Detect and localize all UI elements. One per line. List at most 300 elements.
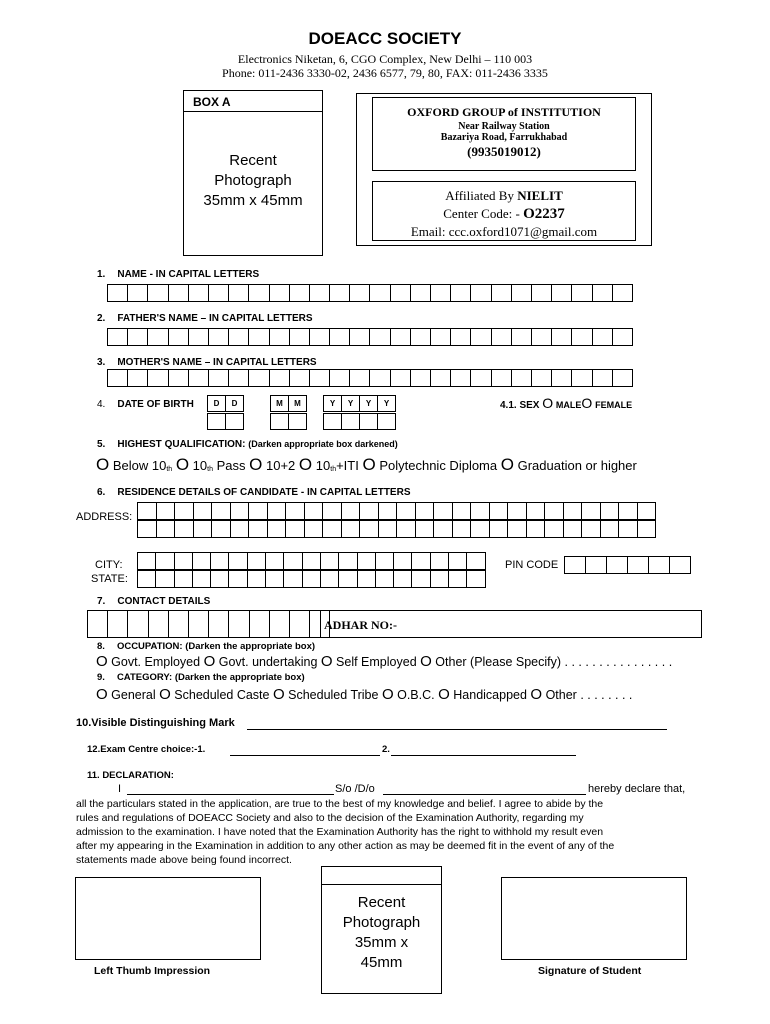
sex-field bbox=[500, 395, 632, 411]
dob-day-2[interactable]: D bbox=[225, 395, 244, 412]
input-cell[interactable] bbox=[208, 369, 229, 387]
input-cell[interactable] bbox=[349, 328, 370, 346]
input-cell[interactable] bbox=[322, 502, 342, 520]
input-cell[interactable] bbox=[450, 369, 471, 387]
input-cell[interactable] bbox=[107, 328, 128, 346]
occupation-govt-undertaking-label: Govt. undertaking bbox=[218, 655, 318, 669]
input-cell[interactable] bbox=[669, 556, 691, 574]
input-cell[interactable] bbox=[489, 502, 509, 520]
qual-graduation-radio[interactable]: O bbox=[500, 455, 514, 474]
name-cells[interactable] bbox=[107, 284, 632, 302]
input-cell[interactable] bbox=[137, 520, 157, 538]
input-cell[interactable] bbox=[174, 552, 193, 570]
photo-box-a bbox=[183, 90, 323, 256]
distinguishing-mark-line[interactable] bbox=[247, 729, 667, 730]
input-cell[interactable] bbox=[581, 502, 601, 520]
input-cell[interactable] bbox=[228, 328, 249, 346]
pin-code-cells[interactable] bbox=[564, 556, 690, 574]
input-cell[interactable] bbox=[491, 328, 512, 346]
qualification-label: 5. HIGHEST QUALIFICATION: (Darken appropriate box darkened) bbox=[97, 439, 398, 450]
input-cell[interactable] bbox=[637, 520, 657, 538]
input-cell[interactable] bbox=[378, 520, 398, 538]
input-cell[interactable] bbox=[378, 502, 398, 520]
input-cell[interactable] bbox=[320, 570, 339, 588]
father-name-label: 2. FATHER'S NAME – IN CAPITAL LETTERS bbox=[97, 313, 313, 324]
input-cell[interactable] bbox=[210, 552, 229, 570]
input-cell[interactable] bbox=[600, 502, 620, 520]
input-cell[interactable] bbox=[571, 328, 592, 346]
qual-below10-label: Below 10th bbox=[112, 458, 173, 473]
dob-month-2[interactable]: M bbox=[288, 395, 307, 412]
input-cell[interactable] bbox=[283, 570, 302, 588]
form-title: DOEACC SOCIETY bbox=[308, 29, 462, 48]
input-cell[interactable] bbox=[230, 520, 250, 538]
input-cell[interactable] bbox=[551, 369, 572, 387]
input-cell[interactable] bbox=[618, 520, 638, 538]
input-cell[interactable] bbox=[137, 570, 156, 588]
input-cell[interactable] bbox=[248, 502, 268, 520]
input-cell[interactable] bbox=[606, 556, 628, 574]
input-cell[interactable] bbox=[168, 610, 189, 638]
input-cell[interactable] bbox=[87, 610, 108, 638]
contact-cells[interactable] bbox=[87, 610, 329, 638]
input-cell[interactable] bbox=[592, 284, 613, 302]
state-label: STATE: bbox=[91, 573, 128, 585]
input-cell[interactable] bbox=[137, 552, 156, 570]
input-cell[interactable] bbox=[470, 284, 491, 302]
input-cell[interactable] bbox=[551, 284, 572, 302]
sex-label: 4.1. SEX bbox=[500, 400, 540, 411]
input-cell[interactable] bbox=[415, 502, 435, 520]
input-cell[interactable] bbox=[430, 328, 451, 346]
input-cell[interactable] bbox=[470, 369, 491, 387]
sex-male-radio[interactable]: O bbox=[542, 395, 554, 411]
category-general-label: General bbox=[111, 688, 156, 702]
declaration-name-line[interactable] bbox=[127, 794, 334, 795]
input-cell[interactable] bbox=[491, 369, 512, 387]
dob-label: 4. DATE OF BIRTH bbox=[97, 399, 194, 410]
input-cell[interactable] bbox=[168, 369, 189, 387]
input-cell[interactable] bbox=[309, 284, 330, 302]
input-cell[interactable] bbox=[127, 610, 148, 638]
input-cell[interactable] bbox=[491, 284, 512, 302]
dob-year-lower bbox=[323, 413, 395, 430]
input-cell[interactable] bbox=[247, 552, 266, 570]
input-cell[interactable] bbox=[188, 610, 209, 638]
input-cell[interactable] bbox=[410, 328, 431, 346]
input-cell[interactable] bbox=[600, 520, 620, 538]
input-cell[interactable] bbox=[563, 520, 583, 538]
input-cell[interactable] bbox=[304, 520, 324, 538]
category-st-label: Scheduled Tribe bbox=[288, 688, 379, 702]
declaration-label: 11. DECLARATION: bbox=[87, 770, 174, 781]
input-cell[interactable] bbox=[415, 520, 435, 538]
bottom-photo-line2: Photograph bbox=[342, 914, 421, 931]
input-cell[interactable] bbox=[410, 284, 431, 302]
input-cell[interactable] bbox=[511, 284, 532, 302]
input-cell[interactable] bbox=[320, 552, 339, 570]
input-cell[interactable] bbox=[265, 570, 284, 588]
qual-iti-radio[interactable]: O bbox=[298, 455, 313, 474]
header-phone: Phone: 011-2436 3330-02, 2436 6577, 79, 80, FAX: 011-2436 3335 bbox=[222, 66, 548, 80]
input-cell[interactable] bbox=[289, 328, 310, 346]
exam-centre-label: 12.Exam Centre choice:-1. bbox=[87, 744, 206, 755]
address-cells-row1[interactable] bbox=[137, 502, 655, 520]
input-cell[interactable] bbox=[302, 570, 321, 588]
dob-year-1[interactable]: Y bbox=[323, 395, 342, 412]
input-cell[interactable] bbox=[247, 570, 266, 588]
input-cell[interactable] bbox=[511, 328, 532, 346]
input-cell[interactable] bbox=[188, 284, 209, 302]
input-cell[interactable] bbox=[329, 284, 350, 302]
input-cell[interactable] bbox=[329, 369, 350, 387]
dob-day-lower bbox=[207, 413, 243, 430]
institute-name-box bbox=[372, 97, 636, 171]
input-cell[interactable] bbox=[248, 369, 269, 387]
input-cell[interactable] bbox=[359, 520, 379, 538]
input-cell[interactable] bbox=[369, 284, 390, 302]
input-cell[interactable] bbox=[544, 502, 564, 520]
input-cell[interactable] bbox=[267, 502, 287, 520]
input-cell[interactable] bbox=[563, 502, 583, 520]
input-cell[interactable] bbox=[193, 502, 213, 520]
affiliated-by: NIELIT bbox=[517, 188, 563, 203]
input-cell[interactable] bbox=[450, 284, 471, 302]
input-cell[interactable] bbox=[359, 502, 379, 520]
category-label: 9. CATEGORY: (Darken the appropriate box) bbox=[97, 672, 305, 683]
input-cell[interactable] bbox=[390, 284, 411, 302]
bottom-photo-line4: 45mm bbox=[360, 954, 403, 971]
input-cell[interactable] bbox=[489, 520, 509, 538]
input-cell[interactable] bbox=[581, 520, 601, 538]
input-cell[interactable] bbox=[211, 520, 231, 538]
input-cell[interactable] bbox=[174, 502, 194, 520]
occupation-self-employed-radio[interactable]: O bbox=[320, 653, 333, 670]
input-cell[interactable] bbox=[147, 369, 168, 387]
distinguishing-mark-label: 10.Visible Distinguishing Mark bbox=[76, 717, 235, 729]
input-cell[interactable] bbox=[452, 502, 472, 520]
institute-line3: Bazariya Road, Farrukhabad bbox=[440, 132, 568, 143]
input-cell[interactable] bbox=[511, 369, 532, 387]
photo-box-bottom bbox=[321, 866, 442, 994]
category-handicapped-label: Handicapped bbox=[453, 688, 527, 702]
category-other-radio[interactable]: O bbox=[530, 686, 543, 703]
category-handicapped-radio[interactable]: O bbox=[438, 686, 450, 703]
occupation-self-employed-label: Self Employed bbox=[336, 655, 417, 669]
input-cell[interactable] bbox=[411, 570, 430, 588]
input-cell[interactable] bbox=[302, 552, 321, 570]
input-cell[interactable] bbox=[228, 552, 247, 570]
input-cell[interactable] bbox=[309, 369, 330, 387]
input-cell[interactable] bbox=[269, 369, 290, 387]
center-code: O2237 bbox=[523, 206, 565, 222]
input-cell[interactable] bbox=[564, 556, 586, 574]
input-cell[interactable] bbox=[592, 328, 613, 346]
address-cells-row2[interactable] bbox=[137, 520, 655, 538]
declaration-i: I bbox=[118, 783, 122, 795]
input-cell[interactable] bbox=[265, 552, 284, 570]
qual-12th-radio[interactable]: O bbox=[249, 455, 263, 474]
input-cell[interactable] bbox=[193, 520, 213, 538]
bottom-photo-line1: Recent bbox=[357, 894, 406, 911]
input-cell[interactable] bbox=[174, 520, 194, 538]
input-cell[interactable] bbox=[248, 284, 269, 302]
input-cell[interactable] bbox=[390, 328, 411, 346]
input-cell[interactable] bbox=[147, 284, 168, 302]
input-cell[interactable] bbox=[430, 552, 449, 570]
input-cell[interactable] bbox=[107, 369, 128, 387]
input-cell[interactable] bbox=[341, 520, 361, 538]
qual-12th-label: 10+2 bbox=[266, 458, 296, 473]
input-cell[interactable] bbox=[433, 520, 453, 538]
input-cell[interactable] bbox=[228, 570, 247, 588]
photo-line2: Photograph bbox=[214, 172, 292, 189]
input-cell[interactable] bbox=[531, 284, 552, 302]
institute-line2: Near Railway Station bbox=[458, 121, 550, 132]
input-cell[interactable] bbox=[127, 328, 148, 346]
input-cell[interactable] bbox=[168, 328, 189, 346]
input-cell[interactable] bbox=[452, 520, 472, 538]
input-cell[interactable] bbox=[192, 570, 211, 588]
dob-day-cells[interactable] bbox=[207, 395, 243, 412]
signature-box bbox=[501, 877, 687, 960]
occupation-label: 8. OCCUPATION: (Darken the appropriate box) bbox=[97, 641, 316, 652]
category-obc-radio[interactable]: O bbox=[381, 686, 394, 703]
input-cell[interactable] bbox=[338, 552, 357, 570]
city-cells[interactable] bbox=[137, 552, 485, 570]
input-cell[interactable] bbox=[612, 328, 633, 346]
input-cell[interactable] bbox=[156, 520, 176, 538]
category-sc-label: Scheduled Caste bbox=[174, 688, 270, 702]
input-cell[interactable] bbox=[627, 556, 649, 574]
input-cell[interactable] bbox=[208, 610, 229, 638]
input-cell[interactable] bbox=[349, 369, 370, 387]
dob-month-cells[interactable] bbox=[270, 395, 306, 412]
input-cell[interactable] bbox=[571, 369, 592, 387]
qual-polytechnic-radio[interactable]: O bbox=[362, 455, 376, 474]
name-label: 1. NAME - IN CAPITAL LETTERS bbox=[97, 269, 260, 280]
input-cell[interactable] bbox=[448, 552, 467, 570]
input-cell[interactable] bbox=[375, 552, 394, 570]
input-cell[interactable] bbox=[526, 520, 546, 538]
qual-graduation-label: Graduation or higher bbox=[517, 458, 637, 473]
input-cell[interactable] bbox=[248, 520, 268, 538]
occupation-govt-employed-radio[interactable]: O bbox=[96, 653, 108, 670]
dob-month-1[interactable]: M bbox=[270, 395, 289, 412]
input-cell[interactable] bbox=[155, 552, 174, 570]
input-cell[interactable] bbox=[648, 556, 670, 574]
input-cell[interactable] bbox=[148, 610, 169, 638]
category-st-radio[interactable]: O bbox=[272, 686, 285, 703]
input-cell[interactable] bbox=[369, 369, 390, 387]
input-cell[interactable] bbox=[612, 369, 633, 387]
input-cell[interactable] bbox=[322, 520, 342, 538]
input-cell[interactable] bbox=[448, 570, 467, 588]
qual-10th-radio[interactable]: O bbox=[175, 455, 190, 474]
occupation-other-label: Other (Please Specify) . . . . . . . . . . . . . . . . bbox=[435, 655, 673, 669]
input-cell[interactable] bbox=[208, 284, 229, 302]
input-cell[interactable] bbox=[309, 328, 330, 346]
input-cell[interactable] bbox=[192, 552, 211, 570]
input-cell[interactable] bbox=[507, 520, 527, 538]
input-cell[interactable] bbox=[349, 284, 370, 302]
adhar-label: ADHAR NO:- bbox=[324, 618, 397, 632]
input-cell[interactable] bbox=[531, 328, 552, 346]
input-cell[interactable] bbox=[208, 328, 229, 346]
input-cell[interactable] bbox=[612, 284, 633, 302]
sex-male-label: MALE bbox=[555, 400, 582, 410]
input-cell[interactable] bbox=[357, 552, 376, 570]
input-cell[interactable] bbox=[230, 502, 250, 520]
dob-year-cells[interactable] bbox=[323, 395, 395, 412]
category-sc-radio[interactable]: O bbox=[159, 686, 171, 703]
input-cell[interactable] bbox=[466, 552, 485, 570]
category-general-radio[interactable]: O bbox=[96, 686, 108, 703]
dob-month-lower bbox=[270, 413, 306, 430]
qual-10th-label: 10th Pass bbox=[192, 458, 246, 473]
dob-day-1[interactable]: D bbox=[207, 395, 226, 412]
input-cell[interactable] bbox=[289, 369, 310, 387]
input-cell[interactable] bbox=[396, 520, 416, 538]
input-cell[interactable] bbox=[393, 552, 412, 570]
center-prefix: Center Code: - bbox=[443, 206, 524, 221]
institute-email: Email: ccc.oxford1071@gmail.com bbox=[410, 224, 598, 239]
input-cell[interactable] bbox=[357, 570, 376, 588]
input-cell[interactable] bbox=[107, 610, 128, 638]
exam-centre-choice2-line[interactable] bbox=[391, 755, 576, 756]
input-cell[interactable] bbox=[375, 570, 394, 588]
input-cell[interactable] bbox=[450, 328, 471, 346]
qualification-options bbox=[96, 455, 637, 475]
contact-label: 7. CONTACT DETAILS bbox=[97, 596, 211, 607]
input-cell[interactable] bbox=[283, 552, 302, 570]
declaration-parent-line[interactable] bbox=[383, 794, 586, 795]
input-cell[interactable] bbox=[338, 570, 357, 588]
input-cell[interactable] bbox=[127, 369, 148, 387]
input-cell[interactable] bbox=[228, 284, 249, 302]
input-cell[interactable] bbox=[341, 502, 361, 520]
input-cell[interactable] bbox=[211, 502, 231, 520]
input-cell[interactable] bbox=[228, 610, 249, 638]
input-cell[interactable] bbox=[289, 284, 310, 302]
input-cell[interactable] bbox=[249, 610, 270, 638]
input-cell[interactable] bbox=[269, 284, 290, 302]
input-cell[interactable] bbox=[269, 328, 290, 346]
dob-year-3[interactable]: Y bbox=[359, 395, 378, 412]
input-cell[interactable] bbox=[544, 520, 564, 538]
mother-name-label: 3. MOTHER'S NAME – IN CAPITAL LETTERS bbox=[97, 357, 317, 368]
input-cell[interactable] bbox=[592, 369, 613, 387]
input-cell[interactable] bbox=[531, 369, 552, 387]
declaration-hereby: hereby declare that, bbox=[588, 783, 686, 795]
pin-code-label: PIN CODE bbox=[505, 559, 559, 571]
input-cell[interactable] bbox=[396, 502, 416, 520]
input-cell[interactable] bbox=[551, 328, 572, 346]
address-label: ADDRESS: bbox=[76, 511, 133, 523]
bottom-photo-line3: 35mm x bbox=[354, 934, 409, 951]
input-cell[interactable] bbox=[174, 570, 193, 588]
input-cell[interactable] bbox=[329, 328, 350, 346]
input-cell[interactable] bbox=[470, 502, 490, 520]
input-cell[interactable] bbox=[188, 369, 209, 387]
input-cell[interactable] bbox=[411, 552, 430, 570]
input-cell[interactable] bbox=[585, 556, 607, 574]
input-cell[interactable] bbox=[107, 284, 128, 302]
mother-name-cells[interactable] bbox=[107, 369, 632, 387]
affiliation-box bbox=[372, 181, 636, 241]
exam-centre-choice1-line[interactable] bbox=[230, 755, 380, 756]
sex-female-radio[interactable]: O bbox=[581, 395, 593, 411]
category-obc-label: O.B.C. bbox=[397, 688, 435, 702]
input-cell[interactable] bbox=[267, 520, 287, 538]
input-cell[interactable] bbox=[393, 570, 412, 588]
input-cell[interactable] bbox=[188, 328, 209, 346]
residence-label: 6. RESIDENCE DETAILS OF CANDIDATE - IN CAPITAL LETTERS bbox=[97, 487, 411, 498]
adhar-box[interactable] bbox=[320, 610, 702, 638]
institute-name: OXFORD GROUP of INSTITUTION bbox=[407, 105, 601, 119]
category-options bbox=[96, 686, 632, 703]
input-cell[interactable] bbox=[466, 570, 485, 588]
input-cell[interactable] bbox=[285, 502, 305, 520]
exam-centre-choice2-label: 2. bbox=[382, 744, 390, 755]
input-cell[interactable] bbox=[390, 369, 411, 387]
father-name-cells[interactable] bbox=[107, 328, 632, 346]
input-cell[interactable] bbox=[410, 369, 431, 387]
input-cell[interactable] bbox=[127, 284, 148, 302]
box-a-label: BOX A bbox=[193, 95, 231, 109]
qual-polytechnic-label: Polytechnic Diploma bbox=[379, 458, 498, 473]
input-cell[interactable] bbox=[571, 284, 592, 302]
input-cell[interactable] bbox=[155, 570, 174, 588]
state-cells[interactable] bbox=[137, 570, 485, 588]
input-cell[interactable] bbox=[507, 502, 527, 520]
input-cell[interactable] bbox=[526, 502, 546, 520]
input-cell[interactable] bbox=[248, 328, 269, 346]
occupation-govt-employed-label: Govt. Employed bbox=[111, 655, 201, 669]
input-cell[interactable] bbox=[285, 520, 305, 538]
input-cell[interactable] bbox=[156, 502, 176, 520]
signature-label: Signature of Student bbox=[538, 965, 642, 977]
input-cell[interactable] bbox=[430, 284, 451, 302]
qual-below10-radio[interactable]: O bbox=[96, 455, 110, 474]
input-cell[interactable] bbox=[637, 502, 657, 520]
input-cell[interactable] bbox=[618, 502, 638, 520]
input-cell[interactable] bbox=[168, 284, 189, 302]
input-cell[interactable] bbox=[369, 328, 390, 346]
input-cell[interactable] bbox=[470, 328, 491, 346]
dob-year-2[interactable]: Y bbox=[341, 395, 360, 412]
occupation-govt-undertaking-radio[interactable]: O bbox=[203, 653, 216, 670]
photo-line1: Recent bbox=[229, 152, 277, 169]
input-cell[interactable] bbox=[289, 610, 310, 638]
qual-iti-label: 10th+ITI bbox=[315, 458, 359, 473]
input-cell[interactable] bbox=[470, 520, 490, 538]
input-cell[interactable] bbox=[269, 610, 290, 638]
input-cell[interactable] bbox=[304, 502, 324, 520]
input-cell[interactable] bbox=[433, 502, 453, 520]
input-cell[interactable] bbox=[147, 328, 168, 346]
dob-year-4[interactable]: Y bbox=[377, 395, 396, 412]
city-label: CITY: bbox=[95, 559, 123, 571]
input-cell[interactable] bbox=[228, 369, 249, 387]
affiliated-prefix: Affiliated By bbox=[445, 188, 518, 203]
institute-phone: (9935019012) bbox=[467, 144, 541, 159]
input-cell[interactable] bbox=[430, 570, 449, 588]
input-cell[interactable] bbox=[430, 369, 451, 387]
input-cell[interactable] bbox=[137, 502, 157, 520]
input-cell[interactable] bbox=[210, 570, 229, 588]
occupation-other-radio[interactable]: O bbox=[420, 653, 432, 670]
